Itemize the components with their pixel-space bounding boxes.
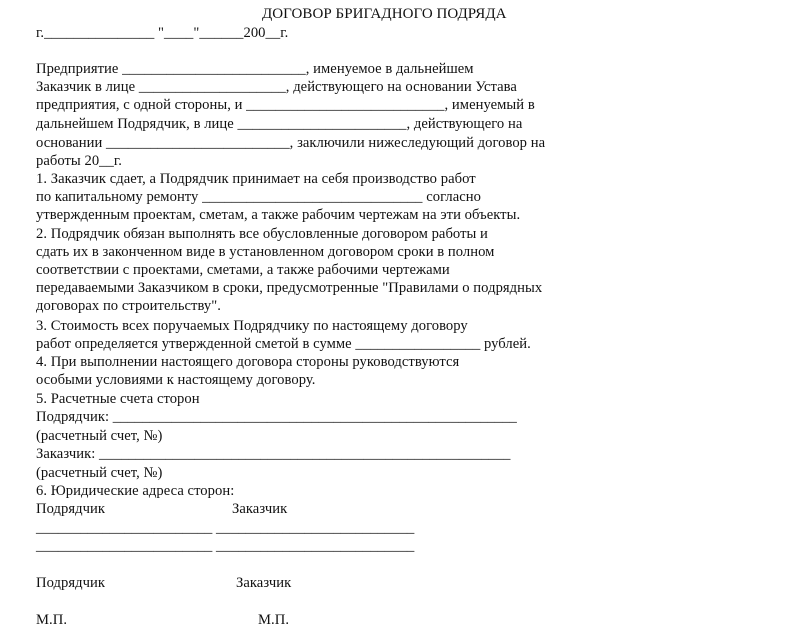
address-line-2: ________________________ ___________________________ — [36, 538, 415, 554]
clause-2-line-2: сдать их в законченном виде в установленном договором сроки в полном — [36, 244, 495, 260]
stamp-customer: М.П. — [258, 612, 290, 628]
document-title: ДОГОВОР БРИГАДНОГО ПОДРЯДА — [262, 6, 507, 22]
preamble-line-3: предприятия, с одной стороны, и ___________________________, именуемый в — [36, 97, 535, 113]
clause-5-heading: 5. Расчетные счета сторон — [36, 391, 200, 407]
customer-account-line: Заказчик: ________________________________________________________ — [36, 446, 511, 462]
clause-2-line-1: 2. Подрядчик обязан выполнять все обусловленные договором работы и — [36, 226, 488, 242]
contractor-account-line: Подрядчик: _______________________________________________________ — [36, 409, 517, 425]
customer-account-note: (расчетный счет, №) — [36, 465, 163, 481]
preamble-line-5: основании _________________________, заключили нижеследующий договор на — [36, 135, 546, 151]
clause-6-heading: 6. Юридические адреса сторон: — [36, 483, 235, 499]
contractor-account-note: (расчетный счет, №) — [36, 428, 163, 444]
clause-1-line-1: 1. Заказчик сдает, а Подрядчик принимает на себя производство работ — [36, 171, 476, 187]
address-customer-heading: Заказчик — [232, 501, 288, 517]
preamble-line-2: Заказчик в лице ____________________, действующего на основании Устава — [36, 79, 517, 95]
preamble-line-1: Предприятие _________________________, именуемое в дальнейшем — [36, 61, 474, 77]
clause-1-line-2: по капитальному ремонту ______________________________ согласно — [36, 189, 481, 205]
clause-4-line-2: особыми условиями к настоящему договору. — [36, 372, 316, 388]
stamp-contractor: М.П. — [36, 612, 68, 628]
address-line-1: ________________________ ___________________________ — [36, 520, 415, 536]
preamble-line-4: дальнейшем Подрядчик, в лице _______________________, действующего на — [36, 116, 523, 132]
clause-2-line-3: соответствии с проектами, сметами, а также рабочими чертежами — [36, 262, 450, 278]
preamble-line-6: работы 20__г. — [36, 153, 122, 169]
clause-3-line-1: 3. Стоимость всех поручаемых Подрядчику по настоящему договору — [36, 318, 468, 334]
signature-contractor-label: Подрядчик — [36, 575, 105, 591]
city-date-line: г._______________ "____"______200__г. — [36, 25, 289, 41]
clause-2-line-4: передаваемыми Заказчиком в сроки, предусмотренные "Правилами о подрядных — [36, 280, 543, 296]
clause-1-line-3: утвержденным проектам, сметам, а также рабочим чертежам на эти объекты. — [36, 207, 521, 223]
clause-3-line-2: работ определяется утвержденной сметой в сумме _________________ рублей. — [36, 336, 531, 352]
clause-2-line-5: договорах по строительству". — [36, 298, 221, 314]
signature-customer-label: Заказчик — [236, 575, 292, 591]
clause-4-line-1: 4. При выполнении настоящего договора стороны руководствуются — [36, 354, 460, 370]
address-contractor-heading: Подрядчик — [36, 501, 105, 517]
